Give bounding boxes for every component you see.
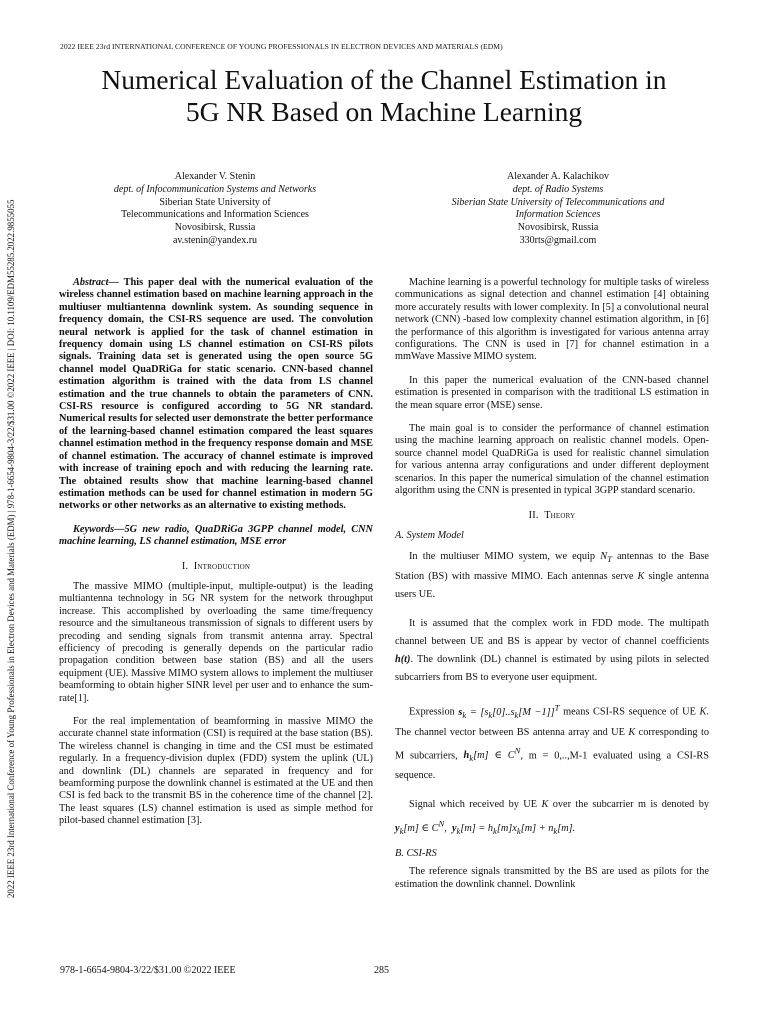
author-name: Alexander V. Stenin (174, 171, 256, 182)
section-heading-introduction (59, 561, 373, 573)
text-run: In the multiuser MIMO system, we equip (409, 551, 601, 563)
section-title: Introduction (193, 560, 251, 572)
math-symbol: $N_T$ (600, 551, 612, 565)
keywords (59, 524, 373, 549)
paragraph: Machine learning is a powerful technology for multiple tasks of wireless communications as signal detection and channel estimation [4] obtaining more accurately results with lower complexity. In [5] a convolutional neural network (CNN) -based low complexity channel estimation algorithm, in [6] the performance of this algorithm is investigated for various antenna array configurations. The CNN is used in [7] for channel estimation in a mmWave Massive MIMO system. (395, 277, 709, 363)
math-symbol: K (541, 799, 549, 811)
math-symbol: K (628, 726, 636, 738)
page-number: 285 (374, 965, 389, 976)
section-title: Theory (544, 509, 576, 521)
text-run: means CSI-RS sequence of UE (559, 706, 700, 718)
author-dept: dept. of Infocommunication Systems and Networks (113, 183, 317, 195)
footer-copyright: 978-1-6654-9804-3/22/$31.00 ©2022 IEEE (60, 965, 236, 976)
author-org: Siberian State University of (159, 196, 271, 208)
author-email: 330rts@gmail.com (519, 234, 597, 246)
side-copyright-note: 2022 IEEE 23rd International Conference of Young Professionals in Electron Devices and Materials (EDM) | 978-1-6654-9804-3/22/$31.00 ©2022 IEEE | DOI: 10.1109/EDM55285.2022.9855055 (6, 199, 16, 898)
paragraph (395, 698, 709, 785)
abstract (59, 277, 373, 513)
section-heading-theory (395, 510, 709, 522)
math-equation: $s_k = [s_k[0]..s_k[M -1]]^T$ (458, 702, 560, 720)
math-symbol: K (699, 706, 707, 718)
abstract-text: This paper deal with the numerical evaluation of the wireless channel estimation based on machine learning approach in the multiuser multiantenna downlink system. As sounding sequence in frequency domain, the CSI-RS sequence are used. The convolution neural network is applied for the task of channel estimation in frequency domain using LS channel estimation on CSI-RS pilots signals. Training data set is generated using the open source 5G channel model QuaDRiGa for static scenario. CNN-based channel estimation algorithm is trained with the data from LS channel estimation and the true channels to obtain the parameters of CNN. CSI-RS resource is configured according to 5G NR standard. Numerical results for selected user demonstrate the better performance of the learning-based channel estimation compared the least squares channel estimation method in the frequency response domain and MSE of channel estimation. The accuracy of channel estimate is improved with increase of training epoch and with reducing the learning rate. The obtained results show that machine learning-based channel estimation methods can be used for channel estimation in modern 5G networks or other networks as an alternative to existing methods. (59, 277, 373, 512)
text-run: . The channel vector between BS antenna array and UE (395, 706, 709, 738)
paragraph: The reference signals transmitted by the BS are used as pilots for the estimation the downlink channel. Downlink (395, 866, 709, 890)
author-name: Alexander A. Kalachikov (507, 171, 609, 182)
title-line-1: Numerical Evaluation of the Channel Estimation in (101, 64, 667, 95)
text-run: single antenna users UE. (395, 571, 710, 601)
paragraph (395, 548, 709, 604)
text-run: Signal which received by UE (409, 799, 542, 811)
author-org: Information Sciences (515, 209, 601, 221)
paragraph: For the real implementation of beamforming in massive MIMO the accurate channel state information (CSI) is required at the base station (BS). The wireless channel is changing in time and the CSI must be estimated regularly. In a frequency-division duplex (FDD) system the uplink (UL) and downlink (DL) channels are separated in frequency and for beamforming purpose the downlink channel is estimated at the UE and then CSI is fed back to the transmit BS in the coherence time of the channel [2]. The least squares (LS) channel estimation is used as simple method for pilot-based channel estimation [3]. (59, 716, 373, 827)
abstract-label: Abstract— (73, 277, 119, 288)
text-run: corresponding to M subcarriers, (395, 726, 709, 762)
text-run: It is assumed that the complex work in FDD mode. The multipath channel between UE and BS is appear by vector of channel coefficients (395, 618, 709, 648)
text-run: antennas to the Base Station (BS) with massive MIMO. Each antennas serve (395, 551, 709, 583)
keywords-text: 5G new radio, QuaDRiGa 3GPP channel model, CNN machine learning, LS channel estimation, MSE error (59, 523, 373, 548)
text-run: . The downlink (DL) channel is estimated by using pilots in selected subcarriers from BS to everyone user equipment. (395, 654, 709, 684)
paragraph (395, 615, 709, 687)
paper-title (40, 64, 728, 128)
text-run: , m = 0,..,M-1 evaluated using a CSI-RS sequence. (395, 750, 709, 782)
math-equation: $y_k[m]$ ∈ $C^N$, $y_k[m] = h_k[m]x_k[m] + n_k[m]$. (395, 818, 576, 836)
subsection-heading-system-model: A. System Model (395, 529, 464, 541)
keywords-label: Keywords— (73, 523, 125, 535)
subsection-heading-csi-rs: B. CSI-RS (395, 847, 437, 859)
author-city: Novosibirsk, Russia (517, 222, 599, 234)
conference-header: 2022 IEEE 23rd INTERNATIONAL CONFERENCE OF YOUNG PROFESSIONALS IN ELECTRON DEVICES AND MATERIALS (EDM) (60, 42, 503, 51)
author-email: av.stenin@yandex.ru (172, 234, 258, 246)
right-column (395, 277, 709, 891)
paragraph (395, 796, 709, 839)
title-line-2: 5G NR Based on Machine Learning (185, 96, 583, 127)
text-run: over the subcarrier m is denoted by (548, 799, 709, 811)
math-symbol: K (637, 571, 645, 583)
math-symbol: h(t) (395, 654, 411, 666)
section-number: I. (181, 560, 189, 572)
author-org: Siberian State University of Telecommunications and (451, 196, 665, 208)
paragraph: The massive MIMO (multiple-input, multiple-output) is the leading multiantenna technology in 5G NR system for the network throughput increase. This accomplished by overloading the same time/frequency resource and the simultaneous transmission of signals to different users by precoding and sending signals from transmit antenna array. Spectral efficiency of precoding is generally depends on the particular radio propagation condition between base station (BS) and all the users equipment (UE). Massive MIMO system allows to implement the multiuser beamforming to obtain higher SINR level per user and to enhance the sum-rate[1]. (59, 580, 373, 704)
paragraph: The main goal is to consider the performance of channel estimation using the machine learning approach on realistic channel models. Open-source channel model QuaDRiGa is used for realistic channel simulation for various antenna array configurations and under different deployment scenarios. In this paper the numerical simulation of the channel estimation algorithm using the CNN is presented in typical 3GPP standard scenario. (395, 423, 709, 497)
author-dept: dept. of Radio Systems (512, 183, 604, 195)
section-number: II. (528, 509, 539, 521)
left-column (59, 277, 373, 828)
math-equation: $h_k[m]$ ∈ $C^N$ (463, 745, 521, 764)
paragraph: In this paper the numerical evaluation of the CNN-based channel estimation is presented in comparison with the traditional LS estimation in the mean square error (MSE) sense. (395, 374, 709, 411)
author-block-1 (65, 171, 365, 248)
author-block-2 (408, 171, 708, 248)
text-run: Expression (409, 706, 459, 718)
author-org: Telecommunications and Information Sciences (121, 209, 309, 221)
author-city: Novosibirsk, Russia (174, 222, 256, 234)
